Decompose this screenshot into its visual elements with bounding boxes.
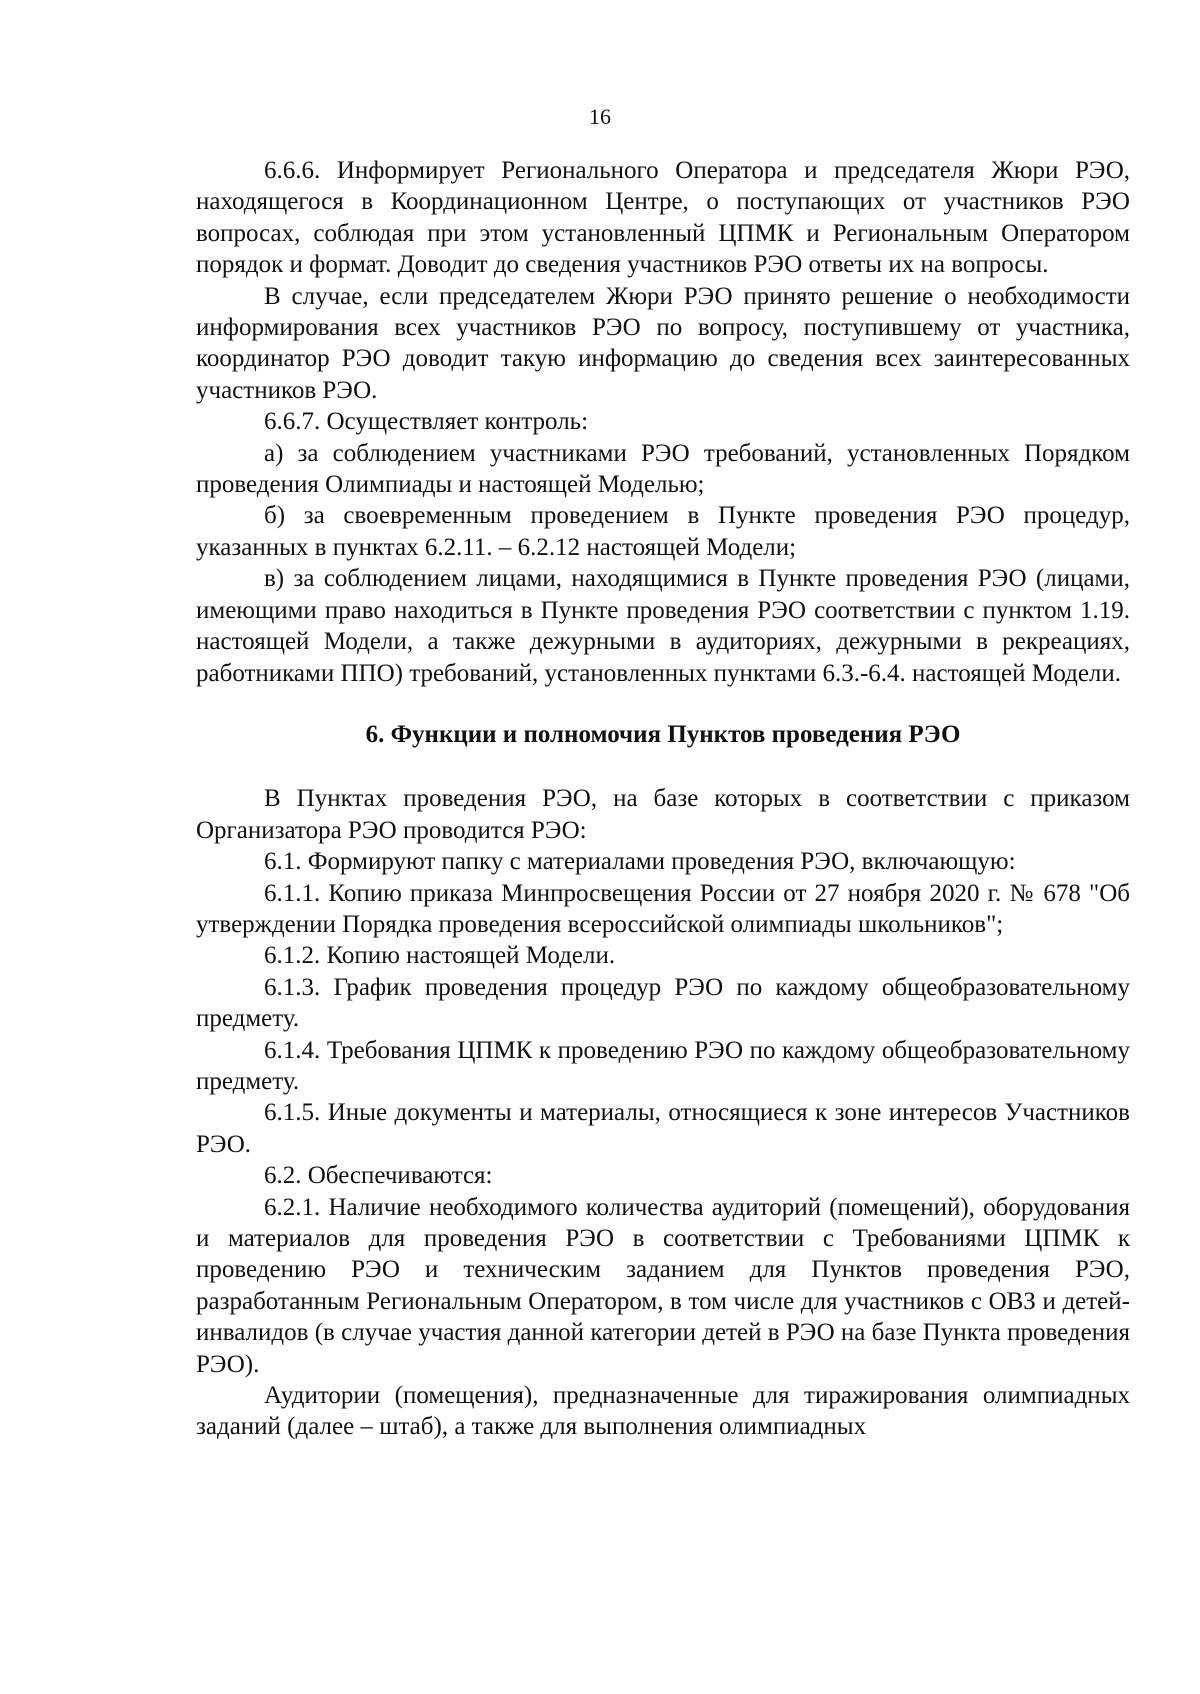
paragraph-item-v: в) за соблюдением лицами, находящимися в Пункте проведения РЭО (лицами, имеющими право находиться в Пункте проведения РЭО соответствии с пунктом 1.19. настоящей Модели, а также дежурными в аудиториях, дежурными в рекреациях, работниками ППО) требований, установленных пунктами 6.3.-6.4. настоящей Модели. bbox=[196, 565, 1130, 687]
paragraph-6-1-2: 6.1.2. Копию настоящей Модели. bbox=[264, 942, 616, 970]
paragraph-item-a: а) за соблюдением участниками РЭО требований, установленных Порядком проведения Олимпиады и настоящей Моделью; bbox=[196, 439, 1130, 499]
paragraph-6-1-4: 6.1.4. Требования ЦПМК к проведению РЭО по каждому общеобразовательному предмету. bbox=[196, 1036, 1130, 1095]
paragraph-6-1: 6.1. Формируют папку с материалами проведения РЭО, включающую: bbox=[264, 848, 1016, 876]
paragraph-jury-decision: В случае, если председателем Жюри РЭО принято решение о необходимости информирования всех участников РЭО по вопросу, поступившему от участника, координатор РЭО доводит такую информацию до сведения всех заинтересованных участников РЭО. bbox=[196, 282, 1130, 404]
paragraph-6-6-7: 6.6.7. Осуществляет контроль: bbox=[264, 408, 589, 436]
paragraph-6-1-1: 6.1.1. Копию приказа Минпросвещения России от 27 ноября 2020 г. № 678 "Об утверждении Порядка проведения всероссийской олимпиады школьников"; bbox=[196, 879, 1130, 938]
paragraph-6-1-5: 6.1.5. Иные документы и материалы, относящиеся к зоне интересов Участников РЭО. bbox=[196, 1099, 1130, 1158]
paragraph-auditoriums: Аудитории (помещения), предназначенные для тиражирования олимпиадных заданий (далее – штаб), а также для выполнения олимпиадных bbox=[196, 1382, 1130, 1441]
section-heading: 6. Функции и полномочия Пунктов проведения РЭО bbox=[365, 720, 961, 748]
paragraph-6-6-6: 6.6.6. Информирует Регионального Оператора и председателя Жюри РЭО, находящегося в Координационном Центре, о поступающих от участников РЭО вопросах, соблюдая при этом установленный ЦПМК и Региональным Оператором порядок и формат. Доводит до сведения участников РЭО ответы их на вопросы. bbox=[196, 157, 1130, 279]
page-number: 16 bbox=[589, 104, 611, 129]
paragraph-6-2-1: 6.2.1. Наличие необходимого количества аудиторий (помещений), оборудования и материалов для проведения РЭО в соответствии с Требованиями ЦПМК к проведению РЭО и техническим заданием для Пунктов проведения РЭО, разработанным Региональным Оператором, в том числе для участников с ОВЗ и детей-инвалидов (в случае участия данной категории детей в РЭО на базе Пункта проведения РЭО). bbox=[196, 1193, 1130, 1378]
paragraph-item-b: б) за своевременным проведением в Пункте проведения РЭО процедур, указанных в пунктах 6.2.11. – 6.2.12 настоящей Модели; bbox=[196, 502, 1130, 561]
paragraph-6-2: 6.2. Обеспечиваются: bbox=[264, 1162, 493, 1190]
paragraph-intro: В Пунктах проведения РЭО, на базе которых в соответствии с приказом Организатора РЭО проводится РЭО: bbox=[196, 785, 1130, 844]
document-body bbox=[196, 155, 1130, 1443]
paragraph-6-1-3: 6.1.3. График проведения процедур РЭО по каждому общеобразовательному предмету. bbox=[196, 973, 1130, 1033]
